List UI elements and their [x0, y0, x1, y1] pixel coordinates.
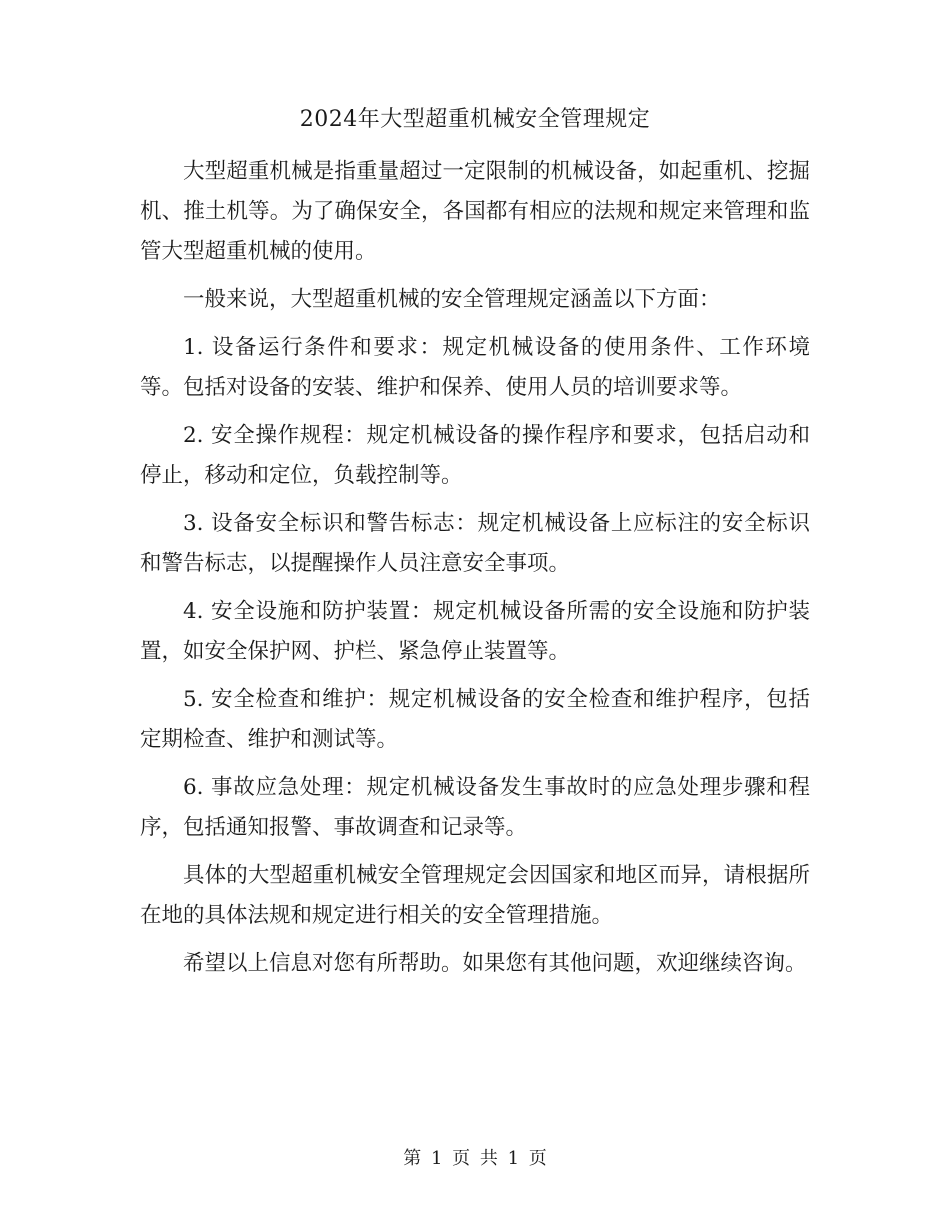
page-footer: 第 1 页 共 1 页	[403, 1148, 547, 1169]
list-item-4: 4. 安全设施和防护装置：规定机械设备所需的安全设施和防护装置，如安全保护网、护栏、紧急停止装置等。	[140, 599, 810, 664]
document-title: 2024年大型超重机械安全管理规定	[299, 107, 651, 132]
paragraph-closing: 希望以上信息对您有所帮助。如果您有其他问题，欢迎继续咨询。	[183, 951, 807, 976]
paragraph-overview: 一般来说，大型超重机械的安全管理规定涵盖以下方面：	[183, 287, 721, 312]
list-item-5: 5. 安全检查和维护：规定机械设备的安全检查和维护程序，包括定期检查、维护和测试等。	[140, 687, 810, 752]
list-item-2: 2. 安全操作规程：规定机械设备的操作程序和要求，包括启动和停止，移动和定位，负载控制等。	[140, 423, 810, 488]
paragraph-intro: 大型超重机械是指重量超过一定限制的机械设备，如起重机、挖掘机、推土机等。为了确保安全，各国都有相应的法规和规定来管理和监管大型超重机械的使用。	[140, 159, 810, 264]
paragraph-note: 具体的大型超重机械安全管理规定会因国家和地区而异，请根据所在地的具体法规和规定进行相关的安全管理措施。	[140, 863, 810, 928]
list-item-6: 6. 事故应急处理：规定机械设备发生事故时的应急处理步骤和程序，包括通知报警、事故调查和记录等。	[140, 775, 810, 840]
document-body	[140, 152, 810, 992]
list-item-3: 3. 设备安全标识和警告标志：规定机械设备上应标注的安全标识和警告标志，以提醒操作人员注意安全事项。	[140, 511, 810, 576]
list-item-1: 1. 设备运行条件和要求：规定机械设备的使用条件、工作环境等。包括对设备的安装、维护和保养、使用人员的培训要求等。	[140, 335, 810, 400]
